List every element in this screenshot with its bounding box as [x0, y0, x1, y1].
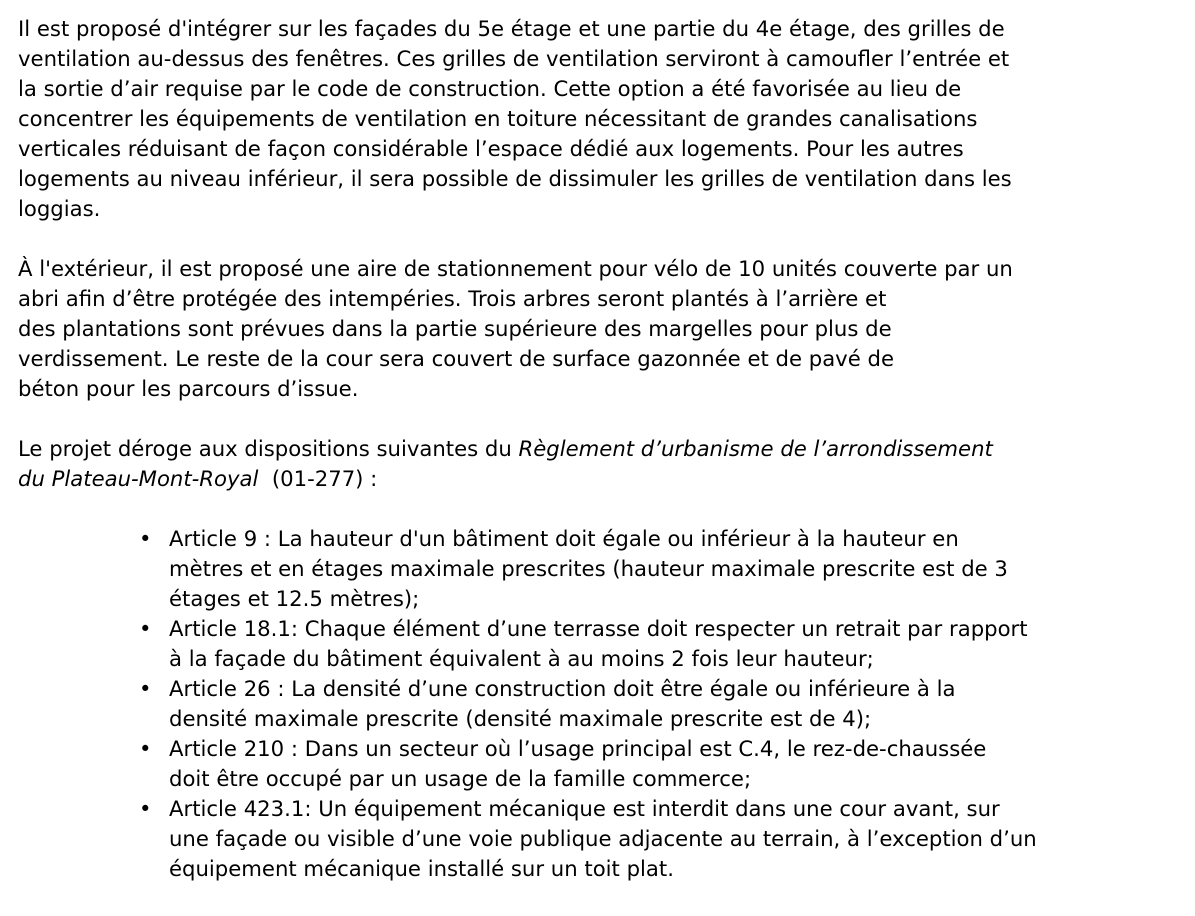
text-line: équipement mécanique installé sur un toit plat.: [169, 856, 674, 881]
derogation-intro: Le projet déroge aux dispositions suivantes du: [18, 436, 519, 461]
paragraph-derogation: [18, 434, 1188, 494]
text-line: [18, 434, 1188, 464]
text-line: ventilation au-dessus des fenêtres. Ces grilles de ventilation serviront à camoufler l’entrée et: [18, 46, 1010, 71]
text-line: Article 210 : Dans un secteur où l’usage principal est C.4, le rez-de-chaussée: [169, 736, 987, 761]
text-line: Article 423.1: Un équipement mécanique est interdit dans une cour avant, sur: [169, 796, 1000, 821]
document-body: [18, 14, 1188, 884]
paragraph-spacer: [18, 224, 1188, 254]
text-line: abri afin d’être protégée des intempéries. Trois arbres seront plantés à l’arrière et: [18, 286, 887, 311]
article-list: [18, 524, 1188, 884]
text-line: doit être occupé par un usage de la famille commerce;: [169, 766, 752, 791]
text-line: des plantations sont prévues dans la partie supérieure des margelles pour plus de: [18, 316, 892, 341]
text-line: concentrer les équipements de ventilation en toiture nécessitant de grandes canalisations: [18, 106, 978, 131]
text-line: densité maximale prescrite (densité maximale prescrite est de 4);: [169, 706, 872, 731]
bullet-icon: •: [139, 796, 152, 821]
text-line: Article 9 : La hauteur d'un bâtiment doit égale ou inférieur à la hauteur en: [169, 526, 959, 551]
text-line: Article 18.1: Chaque élément d’une terrasse doit respecter un retrait par rapport: [169, 616, 1028, 641]
text-line: à la façade du bâtiment équivalent à au moins 2 fois leur hauteur;: [169, 646, 874, 671]
text-line: Article 26 : La densité d’une construction doit être égale ou inférieure à la: [169, 676, 956, 701]
text-line: verdissement. Le reste de la cour sera couvert de surface gazonnée et de pavé de: [18, 346, 894, 371]
text-line: [18, 464, 1188, 494]
list-item: [139, 674, 1188, 734]
bullet-icon: •: [139, 676, 152, 701]
text-line: loggias.: [18, 196, 101, 221]
regulation-title: Règlement d’urbanisme de l’arrondissement: [518, 436, 993, 461]
text-line: À l'extérieur, il est proposé une aire de stationnement pour vélo de 10 unités couverte par un: [18, 256, 1013, 281]
paragraph-exterieur: [18, 254, 1188, 404]
list-item: [139, 794, 1188, 884]
regulation-number: (01-277) :: [258, 466, 378, 491]
text-line: une façade ou visible d’une voie publique adjacente au terrain, à l’exception d’un: [169, 826, 1037, 851]
text-line: mètres et en étages maximale prescrites (hauteur maximale prescrite est de 3: [169, 556, 1008, 581]
bullet-icon: •: [139, 616, 152, 641]
text-line: la sortie d’air requise par le code de construction. Cette option a été favorisée au lieu de: [18, 76, 962, 101]
list-item: [139, 614, 1188, 674]
text-line: étages et 12.5 mètres);: [169, 586, 420, 611]
bullet-icon: •: [139, 736, 152, 761]
text-line: verticales réduisant de façon considérable l’espace dédié aux logements. Pour les autres: [18, 136, 964, 161]
text-line: Il est proposé d'intégrer sur les façades du 5e étage et une partie du 4e étage, des grilles de: [18, 16, 1005, 41]
paragraph-spacer: [18, 404, 1188, 434]
text-line: béton pour les parcours d’issue.: [18, 376, 359, 401]
bullet-icon: •: [139, 526, 152, 551]
list-item: [139, 734, 1188, 794]
list-item: [139, 524, 1188, 614]
regulation-title: du Plateau-Mont-Royal: [18, 466, 259, 491]
paragraph-ventilation: [18, 14, 1188, 224]
text-line: logements au niveau inférieur, il sera possible de dissimuler les grilles de ventilation dans les: [18, 166, 1012, 191]
